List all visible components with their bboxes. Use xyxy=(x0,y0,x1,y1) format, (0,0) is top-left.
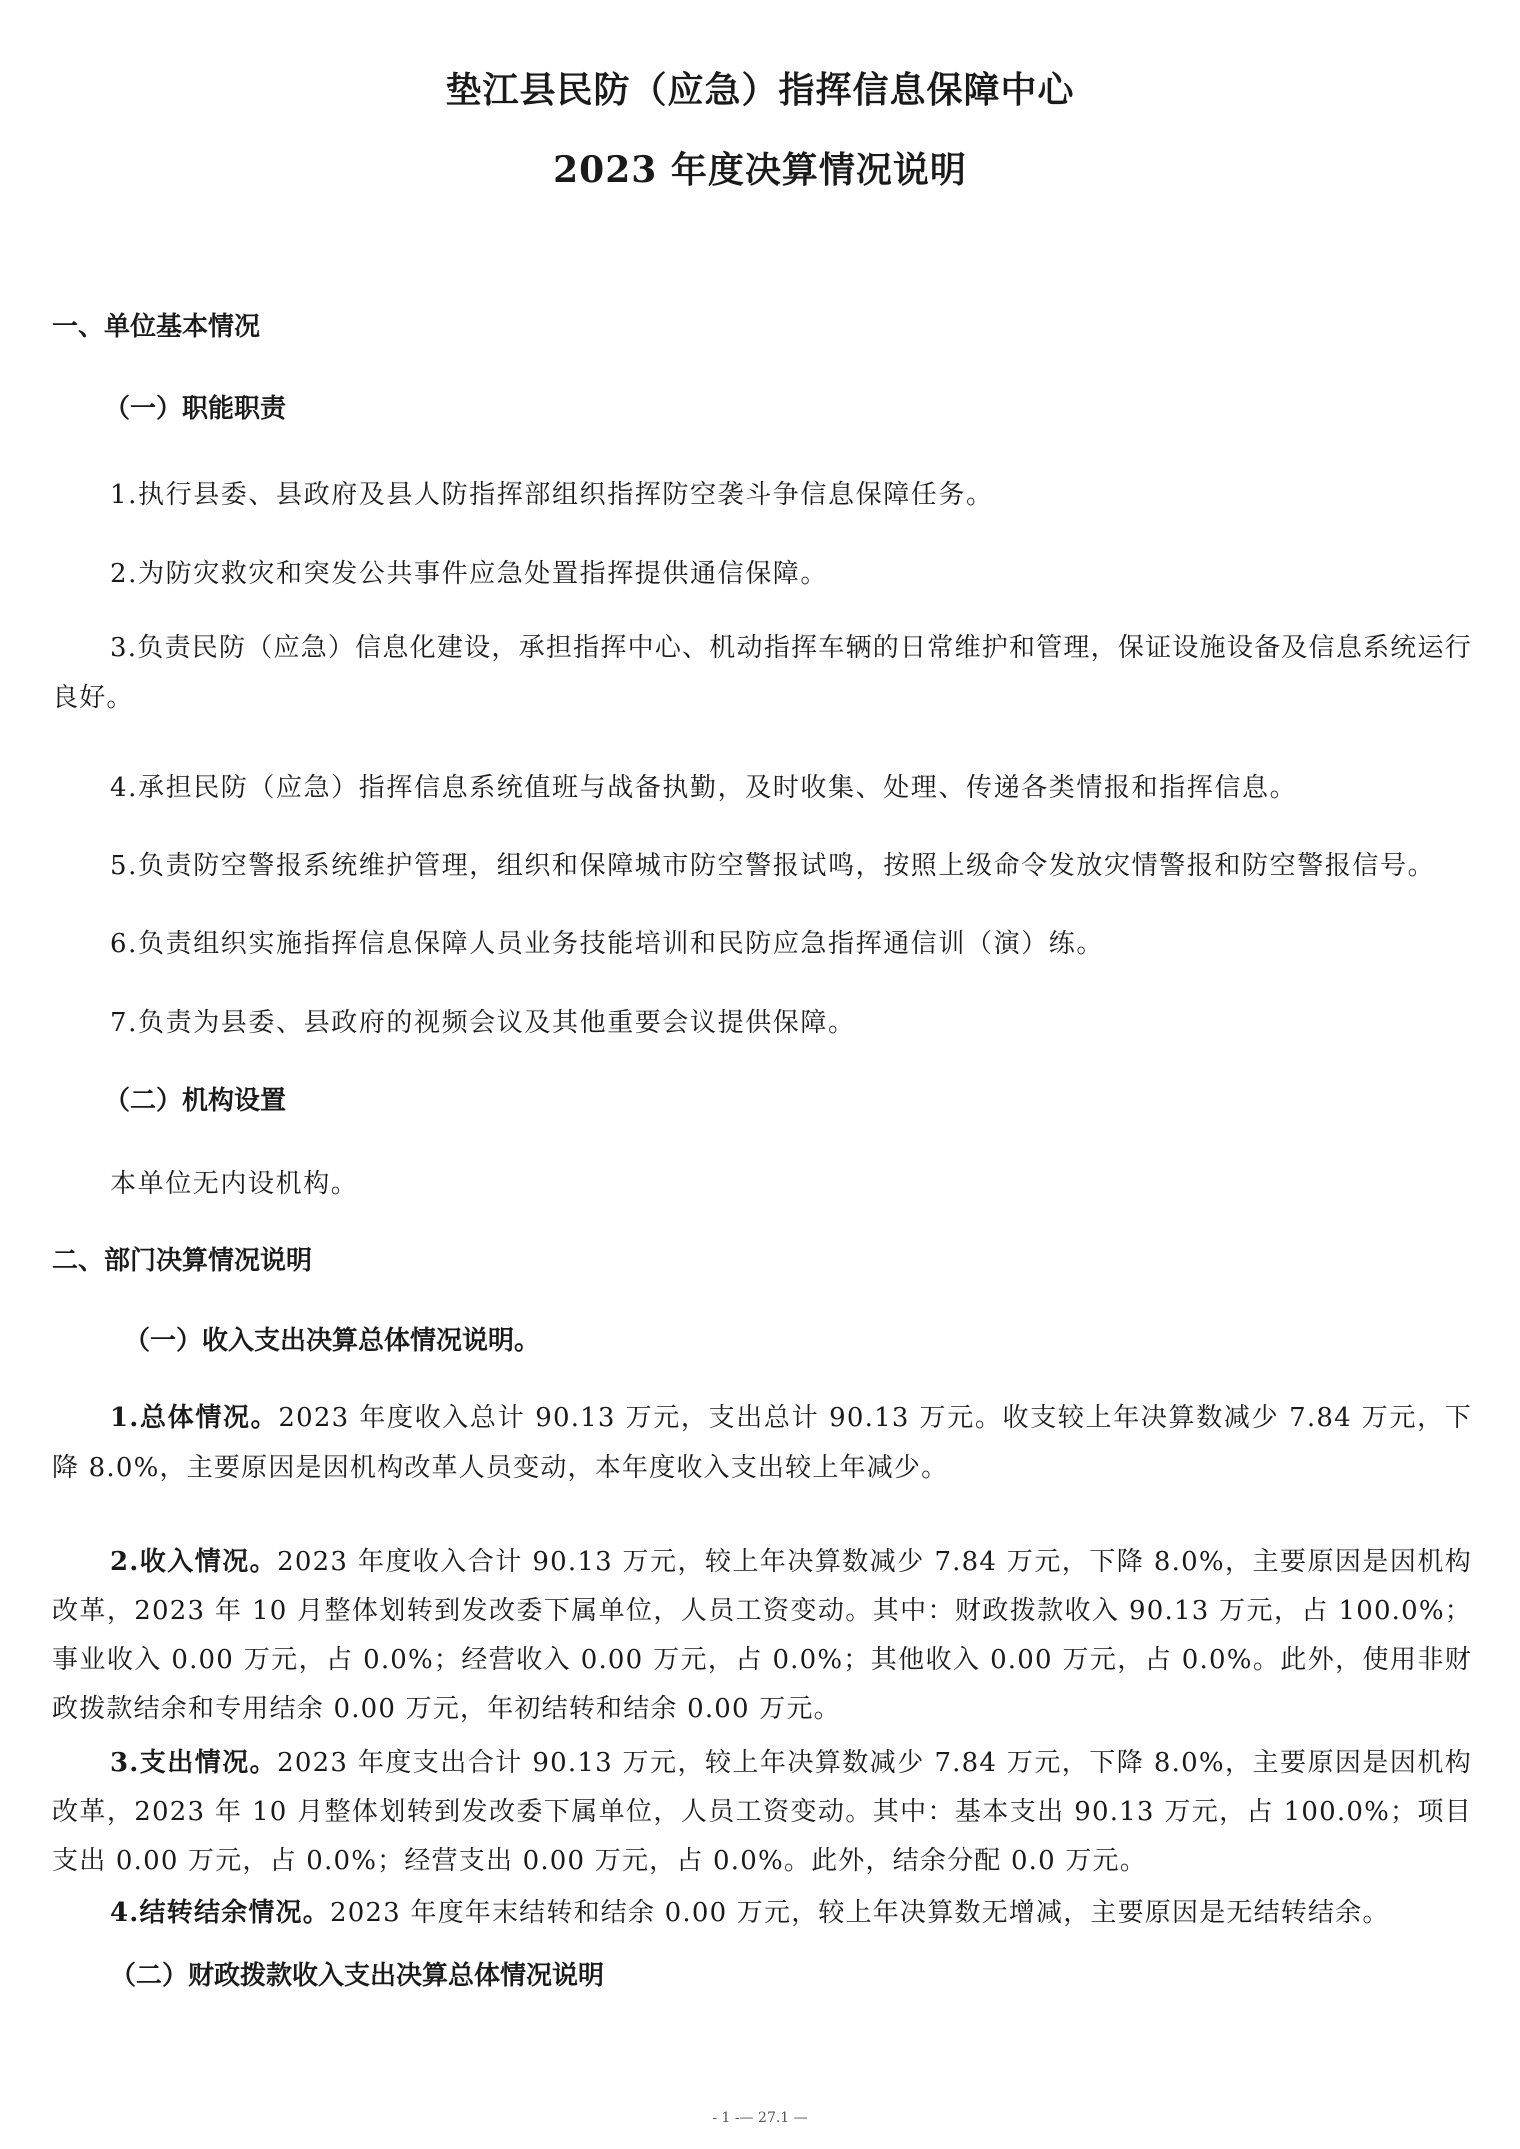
income-text: 2023 年度收入合计 90.13 万元，较上年决算数减少 7.84 万元，下降 8.0%，主要原因是因机构改革，2023 年 10 月整体划转到发改委下属单位，人员工资变动。其中：财政拨款收入 90.13 万元，占 100.0%；事业收入 0.00 万元，占 0.0%；经营收入 0.00 万元，占 0.0%；其他收入 0.00 万元，占 0.0%。此外，使用非财政拨款结余和专用结余 0.00 万元，年初结转和结余 0.00 万元。 xyxy=(52,1547,1472,1724)
duty-item-6: 6.负责组织实施指挥信息保障人员业务技能培训和民防应急指挥通信训（演）练。 xyxy=(110,929,1105,959)
section1-sub1-heading: （一）职能职责 xyxy=(104,394,287,424)
section2-sub2-heading: （二）财政拨款收入支出决算总体情况说明 xyxy=(110,1961,605,1991)
section1-sub2-heading: （二）机构设置 xyxy=(104,1086,287,1116)
income-paragraph xyxy=(52,1538,1472,1734)
carryover-lead: 4.结转结余情况。 xyxy=(110,1898,330,1928)
summary-paragraph xyxy=(52,1393,1472,1493)
summary-text: 2023 年度收入总计 90.13 万元，支出总计 90.13 万元。收支较上年决算数减少 7.84 万元，下降 8.0%，主要原因是因机构改革人员变动，本年度收入支出较上年减少。 xyxy=(52,1403,1472,1483)
section1-heading: 一、单位基本情况 xyxy=(52,312,261,342)
carryover-paragraph xyxy=(52,1889,1472,1938)
income-lead: 2.收入情况。 xyxy=(110,1547,278,1577)
expense-text: 2023 年度支出合计 90.13 万元，较上年决算数减少 7.84 万元，下降 8.0%，主要原因是因机构改革，2023 年 10 月整体划转到发改委下属单位，人员工资变动。其中：基本支出 90.13 万元，占 100.0%；项目支出 0.00 万元，占 0.0%；经营支出 0.00 万元，占 0.0%。此外，结余分配 0.0 万元。 xyxy=(52,1748,1472,1876)
carryover-text: 2023 年度年末结转和结余 0.00 万元，较上年决算数无增减，主要原因是无结转结余。 xyxy=(329,1898,1390,1928)
duty-item-2: 2.为防灾救灾和突发公共事件应急处置指挥提供通信保障。 xyxy=(110,559,829,589)
org-text: 本单位无内设机构。 xyxy=(110,1169,359,1199)
document-subtitle: 2023 年度决算情况说明 xyxy=(553,149,967,191)
duty-item-7: 7.负责为县委、县政府的视频会议及其他重要会议提供保障。 xyxy=(110,1008,856,1038)
section2-heading: 二、部门决算情况说明 xyxy=(52,1246,313,1276)
expense-paragraph xyxy=(52,1739,1472,1886)
page-number: - 1 -— 27.1 — xyxy=(712,2110,808,2126)
duty-item-3: 3.负责民防（应急）信息化建设，承担指挥中心、机动指挥车辆的日常维护和管理，保证设施设备及信息系统运行良好。 xyxy=(52,633,1472,713)
section2-sub1-heading: （一）收入支出决算总体情况说明。 xyxy=(124,1326,541,1356)
duty-item-1: 1.执行县委、县政府及县人防指挥部组织指挥防空袭斗争信息保障任务。 xyxy=(110,480,994,510)
summary-lead: 1.总体情况。 xyxy=(110,1403,279,1433)
duty-item-5: 5.负责防空警报系统维护管理，组织和保障城市防空警报试鸣，按照上级命令发放灾情警报和防空警报信号。 xyxy=(110,851,1436,881)
duty-item-4: 4.承担民防（应急）指挥信息系统值班与战备执勤，及时收集、处理、传递各类情报和指挥信息。 xyxy=(110,773,1298,803)
document-title: 垫江县民防（应急）指挥信息保障中心 xyxy=(445,69,1075,111)
expense-lead: 3.支出情况。 xyxy=(110,1748,278,1778)
